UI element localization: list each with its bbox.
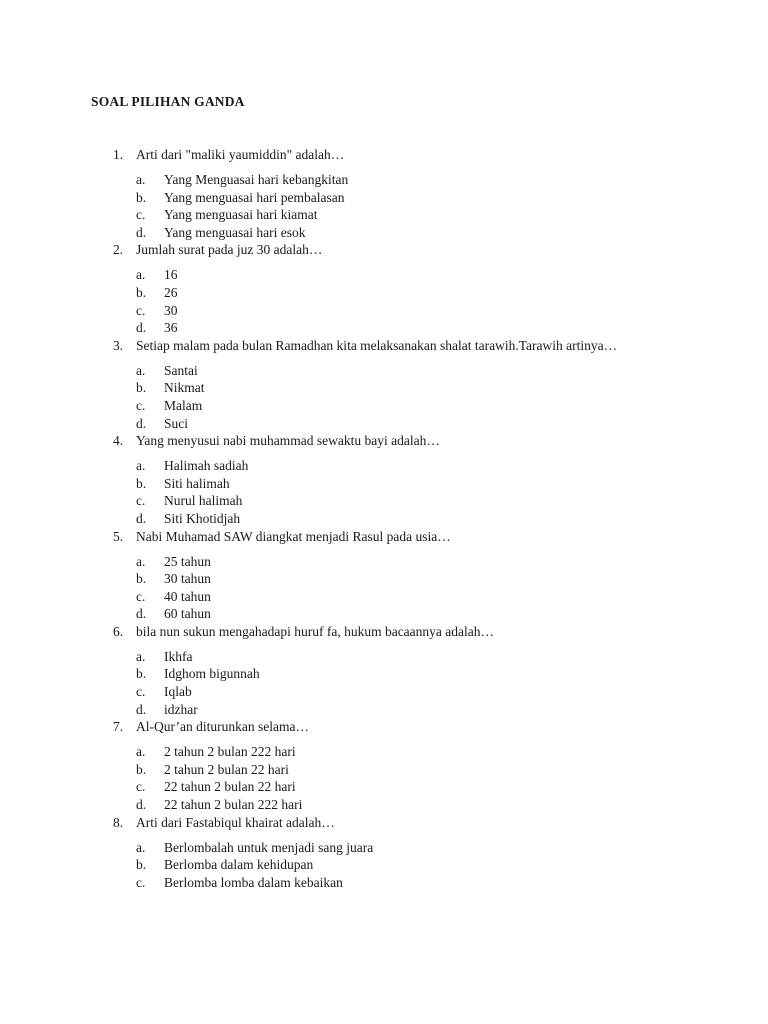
option-letter: d. (136, 415, 147, 431)
option-letter: c. (136, 397, 146, 413)
answer-option (0, 457, 768, 475)
answer-option (0, 761, 768, 779)
question-list (0, 146, 768, 891)
option-list (0, 362, 768, 432)
option-list (0, 839, 768, 892)
answer-option (0, 415, 768, 433)
question-number: 1. (113, 147, 124, 162)
answer-option (0, 701, 768, 719)
question-line (0, 146, 768, 164)
question-line (0, 241, 768, 259)
question-text: Arti dari "maliki yaumiddin" adalah… (136, 147, 345, 162)
answer-option (0, 284, 768, 302)
answer-option (0, 379, 768, 397)
answer-option (0, 743, 768, 761)
option-text: 40 tahun (164, 588, 211, 604)
option-text: idzhar (164, 701, 198, 717)
question-text: Jumlah surat pada juz 30 adalah… (136, 242, 323, 258)
option-letter: b. (136, 284, 147, 300)
option-list (0, 743, 768, 813)
option-text: 16 (164, 267, 178, 283)
option-text: 22 tahun 2 bulan 22 hari (164, 779, 296, 795)
question-number: 4. (113, 433, 124, 449)
question-item (0, 718, 768, 813)
option-letter: a. (136, 553, 146, 569)
question-line (0, 814, 768, 832)
option-letter: b. (136, 761, 147, 777)
option-text: 60 tahun (164, 606, 211, 622)
option-letter: a. (136, 648, 146, 664)
question-item (0, 432, 768, 527)
option-text: Nikmat (164, 380, 205, 396)
question-text: Arti dari Fastabiqul khairat adalah… (136, 814, 335, 830)
question-number: 6. (113, 623, 124, 639)
question-item (0, 337, 768, 432)
option-text: 22 tahun 2 bulan 222 hari (164, 797, 303, 813)
answer-option (0, 492, 768, 510)
answer-option (0, 874, 768, 892)
option-letter: b. (136, 666, 147, 682)
question-number: 3. (113, 337, 124, 353)
question-item (0, 623, 768, 718)
answer-option (0, 588, 768, 606)
option-letter: a. (136, 267, 146, 283)
option-letter: a. (136, 362, 146, 378)
option-text: Yang menguasai hari kiamat (164, 207, 318, 223)
option-letter: d. (136, 320, 147, 336)
option-text: 36 (164, 320, 178, 336)
option-text: Ikhfa (164, 648, 193, 664)
question-text: Yang menyusui nabi muhammad sewaktu bayi adalah… (136, 433, 440, 449)
answer-option (0, 778, 768, 796)
option-letter: c. (136, 493, 146, 509)
question-number: 2. (113, 242, 124, 258)
question-text: Al-Qur’an diturunkan selama… (136, 719, 309, 735)
option-text: Malam (164, 397, 203, 413)
question-line (0, 623, 768, 641)
option-text: Berlomba dalam kehidupan (164, 857, 314, 873)
option-list (0, 266, 768, 336)
question-number: 5. (113, 528, 124, 544)
option-letter: d. (136, 224, 147, 240)
option-text: Santai (164, 362, 198, 378)
answer-option (0, 319, 768, 337)
option-letter: c. (136, 779, 146, 795)
answer-option (0, 553, 768, 571)
option-letter: c. (136, 874, 146, 890)
answer-option (0, 648, 768, 666)
question-line (0, 337, 768, 355)
answer-option (0, 683, 768, 701)
option-letter: a. (136, 172, 146, 187)
answer-option (0, 570, 768, 588)
option-text: 30 (164, 302, 178, 318)
question-item (0, 146, 768, 241)
answer-option (0, 397, 768, 415)
option-text: Siti halimah (164, 475, 230, 491)
option-text: Berlomba lomba dalam kebaikan (164, 874, 343, 890)
answer-option (0, 839, 768, 857)
question-item (0, 528, 768, 623)
question-text: Setiap malam pada bulan Ramadhan kita melaksanakan shalat tarawih.Tarawih artinya… (136, 337, 618, 353)
option-text: 30 tahun (164, 571, 211, 587)
option-list (0, 171, 768, 241)
answer-option (0, 856, 768, 874)
option-letter: d. (136, 606, 147, 622)
option-text: Nurul halimah (164, 493, 243, 509)
question-item (0, 241, 768, 336)
answer-option (0, 796, 768, 814)
answer-option (0, 362, 768, 380)
option-letter: c. (136, 207, 146, 223)
option-text: Halimah sadiah (164, 458, 249, 474)
option-text: 2 tahun 2 bulan 222 hari (164, 744, 296, 760)
option-letter: c. (136, 588, 146, 604)
option-letter: d. (136, 797, 147, 813)
option-list (0, 553, 768, 623)
answer-option (0, 605, 768, 623)
answer-option (0, 302, 768, 320)
question-number: 8. (113, 814, 124, 830)
option-list (0, 457, 768, 527)
option-text: Iqlab (164, 684, 192, 700)
option-letter: b. (136, 189, 147, 205)
question-number: 7. (113, 719, 124, 735)
option-text: Idghom bigunnah (164, 666, 260, 682)
option-letter: b. (136, 571, 147, 587)
question-line (0, 432, 768, 450)
option-letter: a. (136, 744, 146, 760)
answer-option (0, 665, 768, 683)
option-text: Siti Khotidjah (164, 510, 241, 526)
option-letter: b. (136, 857, 147, 873)
option-text: Yang menguasai hari pembalasan (164, 189, 345, 205)
option-letter: b. (136, 380, 147, 396)
answer-option (0, 171, 768, 189)
option-list (0, 648, 768, 718)
option-letter: d. (136, 510, 147, 526)
document-title: SOAL PILIHAN GANDA (91, 94, 245, 109)
answer-option (0, 510, 768, 528)
answer-option (0, 266, 768, 284)
option-letter: c. (136, 684, 146, 700)
question-text: bila nun sukun mengahadapi huruf fa, hukum bacaannya adalah… (136, 623, 495, 639)
answer-option (0, 189, 768, 207)
option-text: 25 tahun (164, 553, 211, 569)
answer-option (0, 475, 768, 493)
option-text: Berlombalah untuk menjadi sang juara (164, 839, 374, 855)
question-item (0, 814, 768, 892)
question-line (0, 718, 768, 736)
answer-option (0, 206, 768, 224)
option-text: Yang Menguasai hari kebangkitan (164, 172, 349, 187)
option-letter: c. (136, 302, 146, 318)
option-letter: d. (136, 701, 147, 717)
option-letter: b. (136, 475, 147, 491)
option-text: 26 (164, 284, 178, 300)
question-text: Nabi Muhamad SAW diangkat menjadi Rasul pada usia… (136, 528, 451, 544)
answer-option (0, 224, 768, 242)
option-letter: a. (136, 458, 146, 474)
option-text: Suci (164, 415, 189, 431)
question-line (0, 528, 768, 546)
option-text: Yang menguasai hari esok (164, 224, 306, 240)
option-text: 2 tahun 2 bulan 22 hari (164, 761, 289, 777)
option-letter: a. (136, 839, 146, 855)
